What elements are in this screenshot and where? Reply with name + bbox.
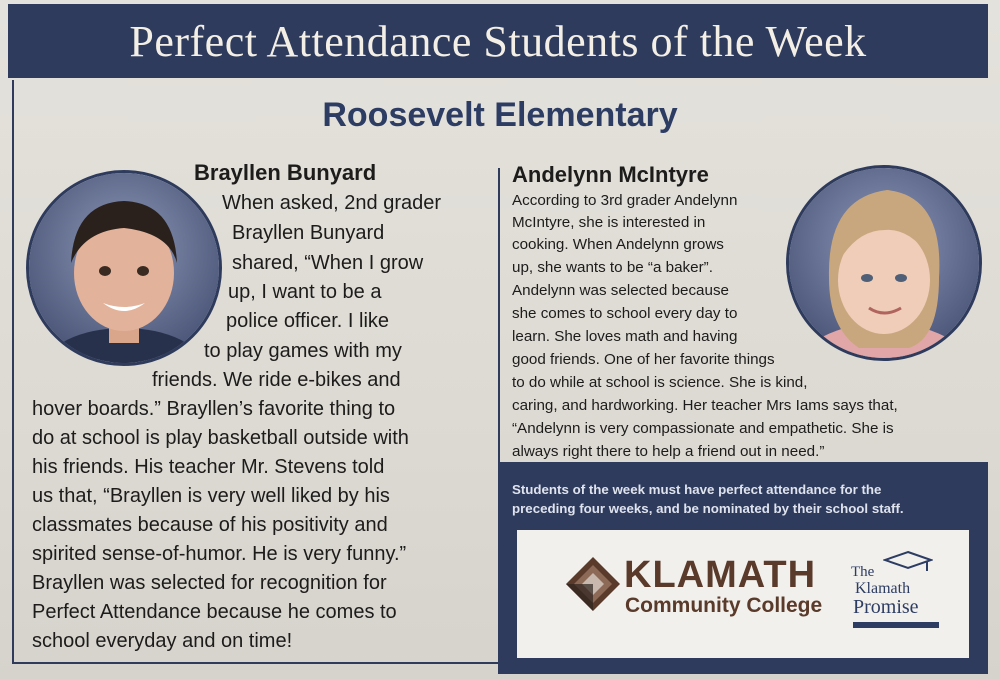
article-line: up, I want to be a [228,281,382,303]
article-line: us that, “Brayllen is very well liked by his [32,485,390,507]
promise-underline [853,622,939,628]
article-line: to do while at school is science. She is kind, [512,374,808,391]
promise-klamath: Klamath [855,580,911,597]
article-line: do at school is play basketball outside with [32,427,409,449]
klamath-promise-logo [849,552,945,634]
article-line: school everyday and on time! [32,630,293,652]
article-line: cooking. When Andelynn grows [512,236,724,253]
school-name: Roosevelt Elementary [322,96,678,134]
article-line: “Andelynn is very compassionate and empathetic. She is [512,420,894,437]
promise-word: Promise [853,596,919,618]
article-line: to play games with my [204,340,402,362]
article-line: up, she wants to be “a baker”. [512,259,713,276]
article-line: his friends. His teacher Mr. Stevens told [32,456,385,478]
college-name: KLAMATH [624,554,817,596]
student-photo-andelynn [786,165,982,361]
graduation-cap-icon [883,550,933,572]
article-line: When asked, 2nd grader [222,192,442,214]
promise-the: The [851,564,875,580]
header-banner [8,4,988,78]
article-line: Perfect Attendance because he comes to [32,601,397,623]
article-line: hover boards.” Brayllen’s favorite thing to [32,398,396,420]
article-line: always right there to help a friend out in need.” [512,443,825,460]
diamond-logo-icon [566,557,620,611]
note-line-2: preceding four weeks, and be nominated by their school staff. [512,501,904,516]
student-photo-brayllen [26,170,222,366]
student-name-left: Brayllen Bunyard [194,160,377,185]
banner-title: Perfect Attendance Students of the Week [129,16,867,66]
article-line: caring, and hardworking. Her teacher Mrs Iams says that, [512,397,898,414]
article-line: According to 3rd grader Andelynn [512,192,738,209]
article-line: police officer. I like [226,310,390,332]
article-line: shared, “When I grow [232,252,424,274]
article-line: she comes to school every day to [512,305,738,322]
article-line: McIntyre, she is interested in [512,214,706,231]
article-line: spirited sense-of-humor. He is very funny.” [32,543,407,565]
article-line: Brayllen Bunyard [232,222,385,244]
attendance-note [512,480,982,518]
article-line: classmates because of his positivity and [32,514,388,536]
article-line: Brayllen was selected for recognition for [32,572,387,594]
article-line: Andelynn was selected because [512,282,729,299]
note-line-1: Students of the week must have perfect attendance for the [512,482,882,497]
article-line: learn. She loves math and having [512,328,738,345]
article-line: friends. We ride e-bikes and [152,369,401,391]
student-name-right: Andelynn McIntyre [512,162,709,187]
college-subtitle: Community College [625,594,823,617]
article-line: good friends. One of her favorite things [512,351,775,368]
